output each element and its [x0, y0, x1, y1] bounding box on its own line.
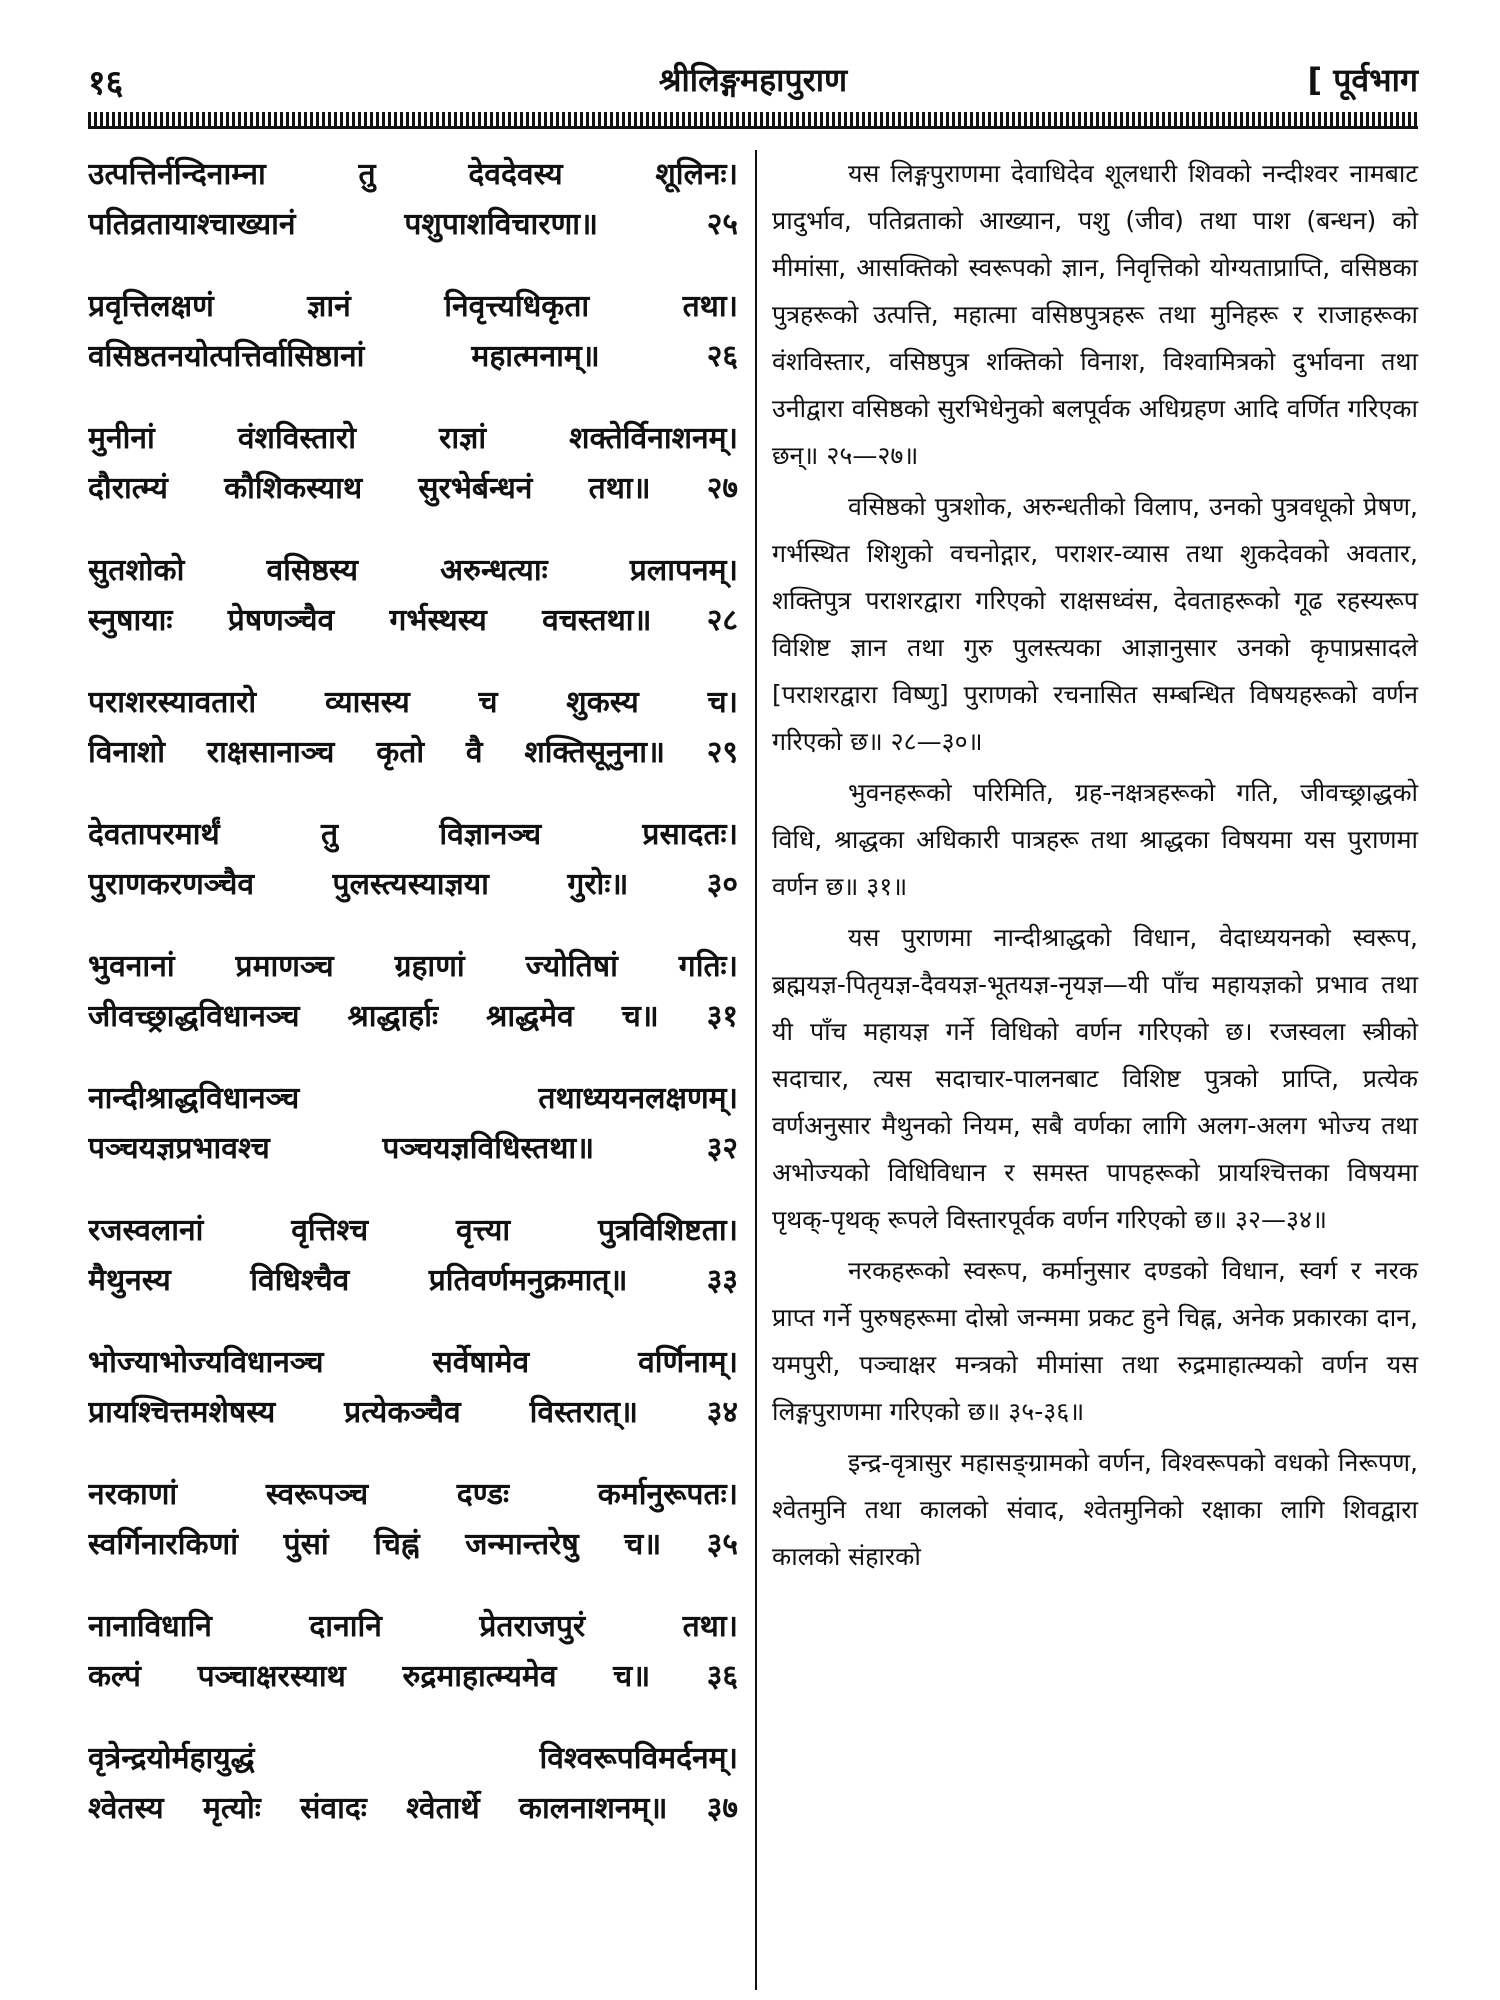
header-ornamental-rule	[88, 112, 1418, 129]
verse-34	[88, 1338, 738, 1470]
verse-line: स्वर्गिनारकिणां पुंसां चिह्नं जन्मान्तरेषु च॥ ३५	[88, 1527, 738, 1562]
verse-27	[88, 414, 738, 546]
verse-35	[88, 1470, 738, 1602]
translation-paragraph	[772, 1439, 1418, 1580]
verse-line: उत्पत्तिर्नन्दिनाम्ना तु देवदेवस्य शूलिनः।	[88, 157, 738, 192]
translation-text: वसिष्ठको पुत्रशोक, अरुन्धतीको विलाप, उनको पुत्रवधूको प्रेषण, गर्भस्थित शिशुको वचनोद्गार, पराशर-व्यास तथा शुकदेवको अवतार, शक्तिपुत्र पराशरद्वारा गरिएको राक्षसध्वंस, देवताहरूको गूढ रहस्यरूप विशिष्ट ज्ञान तथा गुरु पुलस्त्यका आज्ञानुसार उनको कृपाप्रसादले [पराशरद्वारा विष्णु] पुराणको रचनासित सम्बन्धित विषयहरूको वर्णन गरिएको छ॥ २८—३०॥	[772, 492, 1418, 756]
verse-29	[88, 678, 738, 810]
verse-line: जीवच्छ्राद्धविधानञ्च श्राद्धार्हाः श्राद्धमेव च॥ ३१	[88, 999, 738, 1034]
translation-text: इन्द्र-वृत्रासुर महासङ्ग्रामको वर्णन, विश्वरूपको वधको निरूपण, श्वेतमुनि तथा कालको संवाद, श्वेतमुनिको रक्षाका लागि शिवद्वारा कालको संहारको	[772, 1448, 1418, 1571]
translation-text: यस लिङ्गपुराणमा देवाधिदेव शूलधारी शिवको नन्दीश्वर नामबाट प्रादुर्भाव, पतिव्रताको आख्यान, पशु (जीव) तथा पाश (बन्धन) को मीमांसा, आसक्तिको स्वरूपको ज्ञान, निवृत्तिको योग्यताप्राप्ति, वसिष्ठका पुत्रहरूको उत्पत्ति, महात्मा वसिष्ठपुत्रहरू तथा मुनिहरू र राजाहरूका वंशविस्तार, वसिष्ठपुत्र शक्तिको विनाश, विश्वामित्रको दुर्भावना तथा उनीद्वारा वसिष्ठको सुरभिधेनुको बलपूर्वक अधिग्रहण आदि वर्णित गरिएका छन्॥ २५—२७॥	[772, 159, 1418, 470]
page-header	[88, 58, 1418, 108]
verse-30	[88, 810, 738, 942]
verse-line: नानाविधानि दानानि प्रेतराजपुरं तथा।	[88, 1609, 738, 1644]
verse-line: स्नुषायाः प्रेषणञ्चैव गर्भस्थस्य वचस्तथा॥ २८	[88, 603, 738, 638]
verse-line: मैथुनस्य विधिश्चैव प्रतिवर्णमनुक्रमात्॥ ३३	[88, 1263, 738, 1298]
translation-paragraph	[772, 1247, 1418, 1435]
verse-32	[88, 1074, 738, 1206]
translation-text: नरकहरूको स्वरूप, कर्मानुसार दण्डको विधान, स्वर्ग र नरक प्राप्त गर्ने पुरुषहरूमा दोस्रो जन्ममा प्रकट हुने चिह्न, अनेक प्रकारका दान, यमपुरी, पञ्चाक्षर मन्त्रको मीमांसा तथा रुद्रमाहात्म्यको वर्णन यस लिङ्गपुराणमा गरिएको छ॥ ३५-३६॥	[772, 1256, 1418, 1426]
verse-line: दौरात्म्यं कौशिकस्याथ सुरभेर्बन्धनं तथा॥ २७	[88, 471, 738, 506]
section-label: [ पूर्वभाग	[1307, 61, 1418, 99]
verse-line: श्वेतस्य मृत्योः संवादः श्वेतार्थे कालनाशनम्॥ ३७	[88, 1791, 738, 1826]
verse-line: मुनीनां वंशविस्तारो राज्ञां शक्तेर्विनाशनम्।	[88, 421, 738, 456]
verse-line: पराशरस्यावतारो व्यासस्य च शुकस्य च।	[88, 685, 738, 720]
verse-line: वृत्रेन्द्रयोर्महायुद्धं विश्वरूपविमर्दनम्।	[88, 1741, 738, 1776]
sanskrit-verses-column	[88, 150, 738, 1866]
verse-line: वसिष्ठतनयोत्पत्तिर्वासिष्ठानां महात्मनाम्॥ २६	[88, 339, 738, 374]
verse-line: कल्पं पञ्चाक्षरस्याथ रुद्रमाहात्म्यमेव च॥ ३६	[88, 1659, 738, 1694]
verse-line: पतिव्रतायाश्चाख्यानं पशुपाशविचारणा॥ २५	[88, 207, 738, 242]
verse-line: पञ्चयज्ञप्रभावश्च पञ्चयज्ञविधिस्तथा॥ ३२	[88, 1131, 738, 1166]
book-title: श्रीलिङ्गमहापुराण	[658, 61, 848, 99]
verse-line: नान्दीश्राद्धविधानञ्च तथाध्ययनलक्षणम्।	[88, 1081, 738, 1116]
translation-paragraph	[772, 769, 1418, 910]
verse-line: रजस्वलानां वृत्तिश्च वृत्त्या पुत्रविशिष्टता।	[88, 1213, 738, 1248]
translation-paragraph	[772, 483, 1418, 765]
verse-line: प्रवृत्तिलक्षणं ज्ञानं निवृत्त्यधिकृता तथा।	[88, 289, 738, 324]
verse-line: देवतापरमार्थं तु विज्ञानञ्च प्रसादतः।	[88, 817, 738, 852]
verse-line: सुतशोको वसिष्ठस्य अरुन्धत्याः प्रलापनम्।	[88, 553, 738, 588]
verse-line: नरकाणां स्वरूपञ्च दण्डः कर्मानुरूपतः।	[88, 1477, 738, 1512]
page-number: १६	[88, 63, 124, 103]
verse-36	[88, 1602, 738, 1734]
translation-text: भुवनहरूको परिमिति, ग्रह-नक्षत्रहरूको गति, जीवच्छ्राद्धको विधि, श्राद्धका अधिकारी पात्रहरू तथा श्राद्धका विषयमा यस पुराणमा वर्णन छ॥ ३१॥	[772, 778, 1418, 901]
verse-31	[88, 942, 738, 1074]
verse-37	[88, 1734, 738, 1866]
translation-text: यस पुराणमा नान्दीश्राद्धको विधान, वेदाध्ययनको स्वरूप, ब्रह्मयज्ञ-पितृयज्ञ-दैवयज्ञ-भूतयज्ञ-नृयज्ञ—यी पाँच महायज्ञको प्रभाव तथा यी पाँच महायज्ञ गर्ने विधिको वर्णन गरिएको छ। रजस्वला स्त्रीको सदाचार, त्यस सदाचार-पालनबाट विशिष्ट पुत्रको प्राप्ति, प्रत्येक वर्णअनुसार मैथुनको नियम, सबै वर्णका लागि अलग-अलग भोज्य तथा अभोज्यको विधिविधान र समस्त पापहरूको प्रायश्चित्तका विषयमा पृथक्-पृथक् रूपले विस्तारपूर्वक वर्णन गरिएको छ॥ ३२—३४॥	[772, 923, 1418, 1234]
nepali-translation-column	[772, 150, 1418, 1584]
verse-line: भोज्याभोज्यविधानञ्च सर्वेषामेव वर्णिनाम्।	[88, 1345, 738, 1380]
verse-26	[88, 282, 738, 414]
verse-line: प्रायश्चित्तमशेषस्य प्रत्येकञ्चैव विस्तरात्॥ ३४	[88, 1395, 738, 1430]
verse-line: पुराणकरणञ्चैव पुलस्त्यस्याज्ञया गुरोः॥ ३०	[88, 867, 738, 902]
verse-25	[88, 150, 738, 282]
verse-line: भुवनानां प्रमाणञ्च ग्रहाणां ज्योतिषां गतिः।	[88, 949, 738, 984]
column-divider	[755, 150, 757, 1990]
translation-paragraph	[772, 914, 1418, 1243]
verse-line: विनाशो राक्षसानाञ्च कृतो वै शक्तिसूनुना॥ २९	[88, 735, 738, 770]
verse-28	[88, 546, 738, 678]
verse-33	[88, 1206, 738, 1338]
translation-paragraph	[772, 150, 1418, 479]
